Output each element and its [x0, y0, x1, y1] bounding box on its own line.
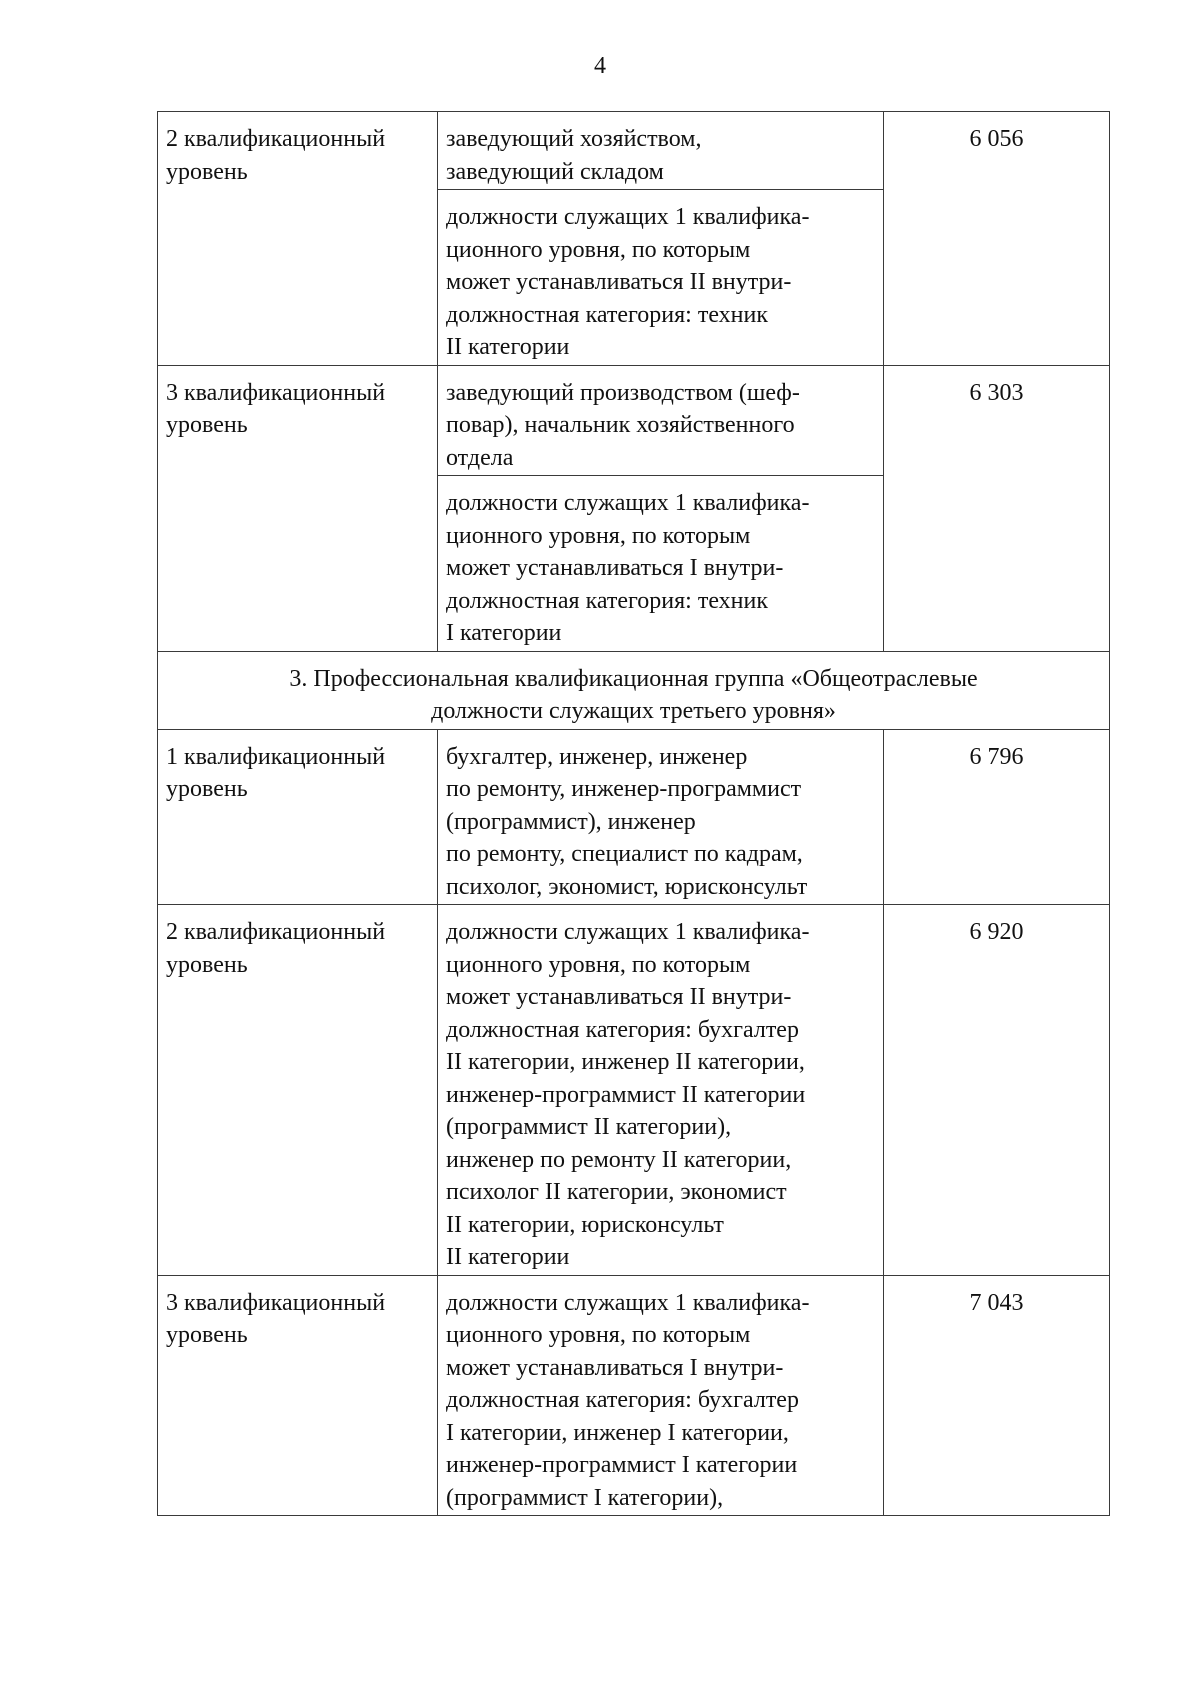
salary-cell — [884, 729, 1110, 905]
positions-text: (программист), инженер — [446, 808, 696, 835]
salary-cell — [884, 365, 1110, 651]
positions-text: ционного уровня, по которым — [446, 522, 751, 549]
level-text: уровень — [166, 158, 248, 185]
positions-text: психолог, экономист, юрисконсульт — [446, 873, 808, 900]
level-text: 2 квалификационный — [166, 126, 386, 152]
level-text: 2 квалификационный — [166, 919, 386, 945]
table-row — [158, 905, 1110, 1276]
positions-text: должностная категория: техник — [446, 587, 769, 614]
salary-value: 6 920 — [969, 919, 1024, 945]
table-row — [158, 729, 1110, 905]
positions-text: ционного уровня, по которым — [446, 951, 751, 978]
positions-text: может устанавливаться I внутри- — [446, 555, 784, 581]
positions-text: (программист I категории), — [446, 1484, 724, 1511]
salary-table — [157, 111, 1110, 1516]
positions-text: инженер-программист II категории — [446, 1081, 806, 1108]
page-number: 4 — [594, 53, 606, 79]
table-row — [158, 1275, 1110, 1516]
positions-cell — [438, 1275, 884, 1516]
positions-text: ционного уровня, по которым — [446, 1322, 751, 1348]
positions-text: психолог II категории, экономист — [446, 1179, 787, 1205]
level-text: уровень — [166, 776, 248, 802]
positions-text: может устанавливаться II внутри- — [446, 269, 792, 295]
group-header-text: должности служащих третьего уровня» — [431, 698, 836, 724]
salary-value: 7 043 — [969, 1289, 1024, 1316]
positions-text: I категории, инженер I категории, — [446, 1419, 789, 1446]
positions-text: должности служащих 1 квалифика- — [446, 1289, 810, 1316]
qualification-level-cell — [158, 1275, 438, 1516]
positions-text: должности служащих 1 квалифика- — [446, 490, 810, 516]
positions-text: должности служащих 1 квалифика- — [446, 919, 810, 945]
group-header-text: 3. Профессиональная квалификационная группа «Общеотраслевые — [289, 665, 978, 692]
positions-text: II категории — [446, 1244, 570, 1270]
salary-cell — [884, 905, 1110, 1276]
positions-text: I категории — [446, 620, 562, 646]
level-text: 3 квалификационный — [166, 379, 386, 406]
salary-value: 6 056 — [969, 126, 1024, 152]
positions-text: отдела — [446, 444, 514, 471]
positions-text: заведующий производством (шеф- — [446, 379, 800, 406]
salary-cell — [884, 112, 1110, 366]
positions-text: (программист II категории), — [446, 1114, 732, 1140]
positions-text: может устанавливаться II внутри- — [446, 984, 792, 1010]
positions-text: должностная категория: техник — [446, 301, 769, 328]
positions-text: по ремонту, специалист по кадрам, — [446, 841, 803, 867]
positions-cell — [438, 476, 884, 652]
positions-text: заведующий хозяйством, — [446, 126, 702, 152]
level-text: уровень — [166, 1322, 248, 1348]
table-row — [158, 112, 1110, 190]
qualification-level-cell — [158, 729, 438, 905]
positions-cell — [438, 905, 884, 1276]
qualification-level-cell — [158, 112, 438, 366]
salary-value: 6 303 — [969, 379, 1024, 406]
level-text: 1 квалификационный — [166, 743, 386, 770]
group-header-cell — [158, 651, 1110, 729]
positions-cell — [438, 190, 884, 366]
qualification-level-cell — [158, 905, 438, 1276]
positions-text: по ремонту, инженер-программист — [446, 776, 802, 802]
level-text: уровень — [166, 412, 248, 438]
positions-text: заведующий складом — [446, 158, 664, 185]
positions-text: бухгалтер, инженер, инженер — [446, 743, 748, 770]
positions-text: II категории, инженер II категории, — [446, 1049, 805, 1075]
positions-text: должности служащих 1 квалифика- — [446, 204, 810, 230]
salary-cell — [884, 1275, 1110, 1516]
level-text: 3 квалификационный — [166, 1289, 386, 1316]
positions-text: ционного уровня, по которым — [446, 236, 751, 263]
positions-text: должностная категория: бухгалтер — [446, 1016, 799, 1043]
qualification-level-cell — [158, 365, 438, 651]
group-header-row — [158, 651, 1110, 729]
positions-cell — [438, 365, 884, 476]
positions-text: может устанавливаться I внутри- — [446, 1354, 784, 1381]
positions-cell — [438, 112, 884, 190]
level-text: уровень — [166, 951, 248, 978]
positions-text: повар), начальник хозяйственного — [446, 412, 795, 438]
table-row — [158, 365, 1110, 476]
positions-text: инженер по ремонту II категории, — [446, 1146, 792, 1173]
positions-text: II категории — [446, 334, 570, 360]
positions-cell — [438, 729, 884, 905]
positions-text: инженер-программист I категории — [446, 1452, 798, 1478]
salary-value: 6 796 — [969, 743, 1024, 770]
positions-text: должностная категория: бухгалтер — [446, 1387, 799, 1413]
positions-text: II категории, юрисконсульт — [446, 1211, 724, 1238]
